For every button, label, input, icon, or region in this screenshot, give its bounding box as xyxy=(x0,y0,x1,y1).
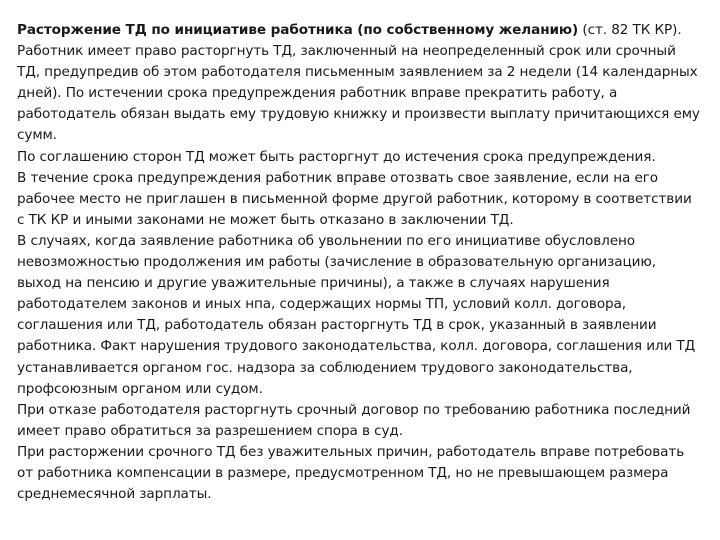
paragraph-notice-right: Работник имеет право расторгнуть ТД, заключенный на неопределенный срок или срочный ТД, предупредив об этом работодателя письменным заявлением за 2 недели (14 календарных дней). По истечении срока предупреждения работник вправе прекратить работу, а работодатель обязан выдать ему трудовую книжку и произвести выплату причитающихся ему сумм. xyxy=(17,43,700,144)
heading-article-reference: (ст. 82 ТК КР). xyxy=(578,22,682,38)
paragraph-withdrawal: В течение срока предупреждения работник вправе отозвать свое заявление, если на его рабочее место не приглашен в письменной форме другой работник, которому в соответствии с ТК КР и иными законами не может быть отказано в заключении ТД. xyxy=(17,169,692,228)
document-body xyxy=(17,20,702,505)
heading-title: Расторжение ТД по инициативе работника (по собственному желанию) xyxy=(17,22,579,38)
paragraph-impossibility-cases: В случаях, когда заявление работника об увольнении по его инициативе обусловлено невозможностью продолжения им работы (зачисление в образовательную организацию, выход на пенсию и другие уважительные причины), а также в случаях нарушения работодателем законов и иных нпа, содержащих нормы ТП, условий колл. договора, соглашения или ТД, работодатель обязан расторгнуть ТД в срок, указанный в заявлении работника. Факт нарушения трудового законодательства, колл. договора, соглашения или ТД устанавливается органом гос. надзора за соблюдением трудового законодательства, профсоюзным органом или судом. xyxy=(17,232,696,397)
document-heading xyxy=(17,20,702,41)
paragraph-compensation: При расторжении срочного ТД без уважительных причин, работодатель вправе потребовать от работника компенсации в размере, предусмотренном ТД, но не превышающем размера среднемесячной зарплаты. xyxy=(17,443,685,503)
paragraph-mutual-agreement: По соглашению сторон ТД может быть расторгнут до истечения срока предупреждения. xyxy=(17,148,656,165)
paragraph-employer-refusal: При отказе работодателя расторгнуть срочный договор по требованию работника последний имеет право обратиться за разрешением спора в суд. xyxy=(17,401,691,439)
